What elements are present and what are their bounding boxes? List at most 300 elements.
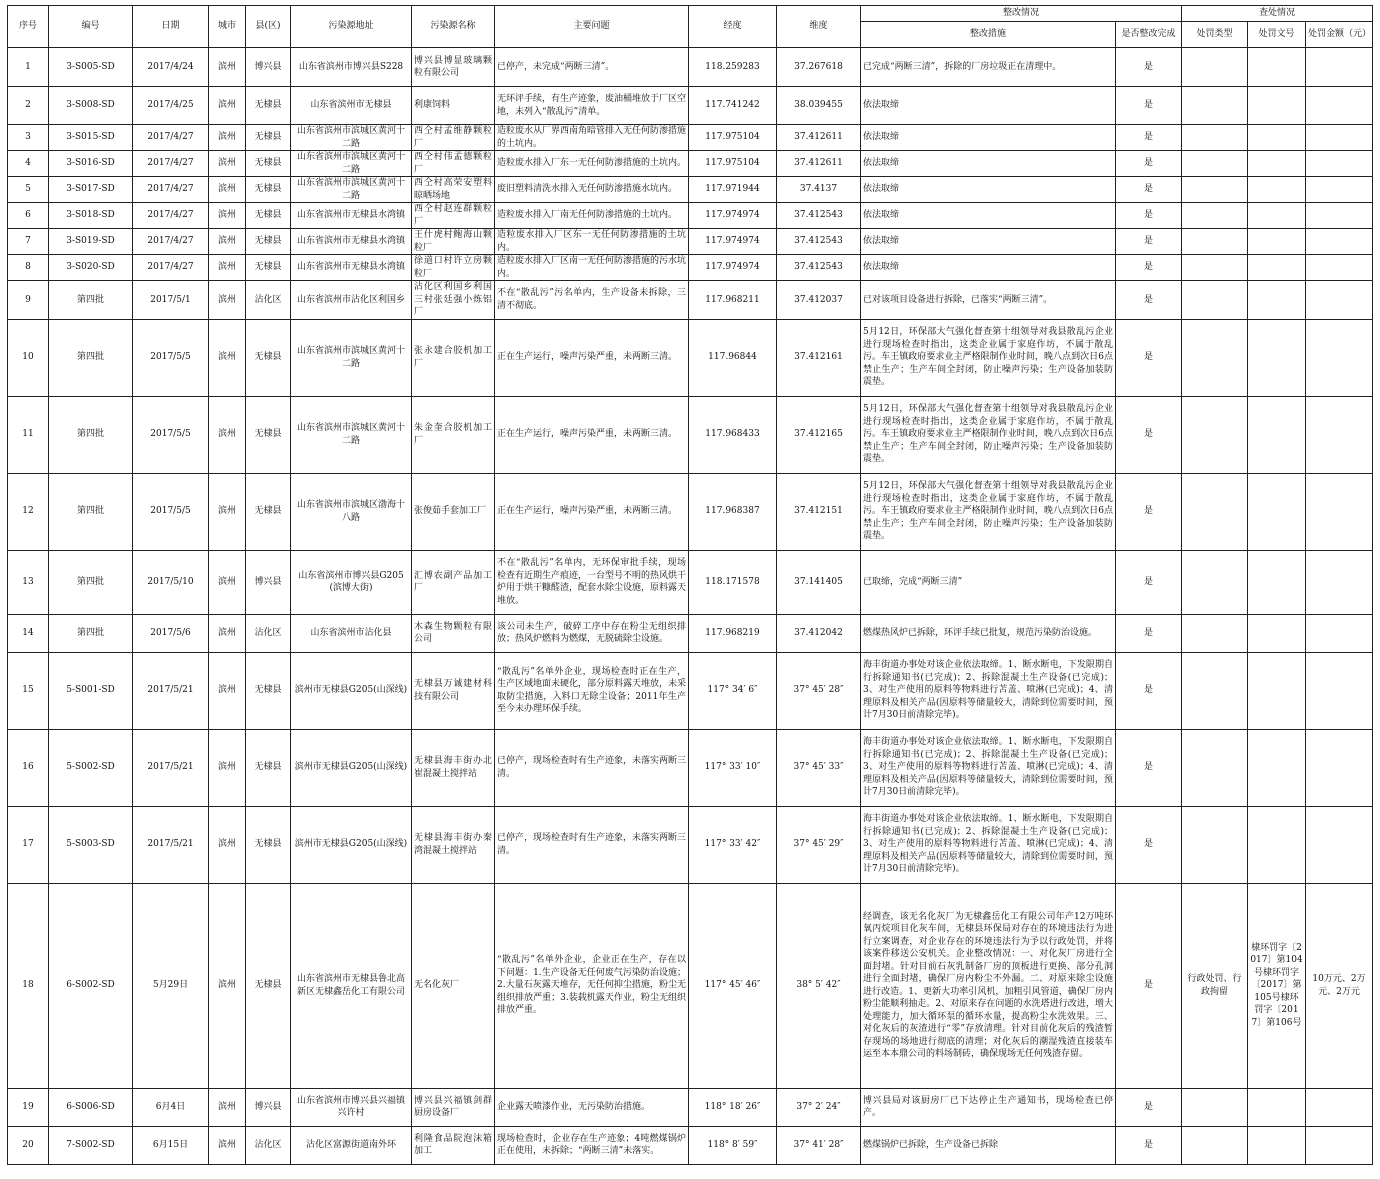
cell-city: 滨州 <box>209 125 246 151</box>
cell-punish-type <box>1182 48 1248 87</box>
cell-problem: 已停产，现场检查时有生产迹象，未落实两断三清。 <box>495 729 689 806</box>
table-row <box>8 87 1373 125</box>
cell-date: 2017/4/27 <box>133 203 209 229</box>
cell-name: 利康饲料 <box>412 87 495 125</box>
cell-seq: 13 <box>8 550 49 614</box>
cell-address: 山东省滨州市无棣县鲁北高新区无棣鑫岳化工有限公司 <box>291 883 412 1088</box>
cell-punish-doc <box>1248 319 1306 396</box>
cell-done: 是 <box>1116 229 1182 255</box>
cell-code: 7-S002-SD <box>49 1126 133 1164</box>
cell-name: 西仝村伟孟德颗粒厂 <box>412 151 495 177</box>
table-row <box>8 151 1373 177</box>
cell-date: 6月15日 <box>133 1126 209 1164</box>
cell-punish-type <box>1182 1088 1248 1126</box>
cell-city: 滨州 <box>209 255 246 281</box>
cell-city: 滨州 <box>209 1088 246 1126</box>
cell-address: 山东省滨州市博兴县兴福镇兴许村 <box>291 1088 412 1126</box>
cell-punish-type <box>1182 729 1248 806</box>
cell-name: 西仝村孟维静颗粒厂 <box>412 125 495 151</box>
cell-date: 2017/4/25 <box>133 87 209 125</box>
cell-measures: 依法取缔 <box>861 151 1116 177</box>
cell-date: 2017/5/5 <box>133 473 209 550</box>
cell-punish-doc <box>1248 203 1306 229</box>
cell-date: 2017/4/27 <box>133 177 209 203</box>
table-body <box>8 48 1373 1165</box>
cell-punish-amount <box>1306 652 1373 729</box>
cell-measures: 海丰街道办事处对该企业依法取缔。1、断水断电，下发限期自行拆除通知书(已完成)；2、拆除混凝土生产设备(已完成)；3、对生产使用的原料等物料进行苫盖、喷淋(已完成)；4、清理原料及相关产品(因原料等储量较大，清除到位需要时间，预计7月30日前清除完毕)。 <box>861 806 1116 883</box>
cell-name: 木森生物颗粒有限公司 <box>412 614 495 652</box>
cell-address: 沾化区富源街道南外环 <box>291 1126 412 1164</box>
cell-city: 滨州 <box>209 48 246 87</box>
cell-longitude: 117° 34′ 6″ <box>689 652 777 729</box>
cell-city: 滨州 <box>209 652 246 729</box>
cell-longitude: 117.741242 <box>689 87 777 125</box>
cell-punish-amount <box>1306 203 1373 229</box>
cell-measures: 依法取缔 <box>861 255 1116 281</box>
cell-punish-type <box>1182 281 1248 320</box>
cell-city: 滨州 <box>209 151 246 177</box>
cell-longitude: 117.975104 <box>689 125 777 151</box>
cell-date: 2017/5/21 <box>133 652 209 729</box>
cell-problem: 现场检查时，企业存在生产迹象；4吨燃煤锅炉正在使用，未拆除；“两断三清”未落实。 <box>495 1126 689 1164</box>
cell-county: 无棣县 <box>246 151 291 177</box>
cell-problem: 造粒废水排入厂南无任何防渗措施的土坑内。 <box>495 203 689 229</box>
cell-seq: 11 <box>8 396 49 473</box>
cell-seq: 12 <box>8 473 49 550</box>
table-row <box>8 729 1373 806</box>
cell-longitude: 117.974974 <box>689 203 777 229</box>
cell-name: 博兴县兴福镇剑群厨房设备厂 <box>412 1088 495 1126</box>
cell-longitude: 117° 45′ 46″ <box>689 883 777 1088</box>
cell-latitude: 37° 45′ 33″ <box>777 729 861 806</box>
cell-county: 博兴县 <box>246 1088 291 1126</box>
cell-latitude: 37° 45′ 29″ <box>777 806 861 883</box>
cell-city: 滨州 <box>209 1126 246 1164</box>
header-name: 污染源名称 <box>412 6 495 48</box>
cell-address: 山东省滨州市滨城区黄河十二路 <box>291 151 412 177</box>
cell-latitude: 37.141405 <box>777 550 861 614</box>
table-row <box>8 396 1373 473</box>
cell-punish-amount: 10万元、2万元、2万元 <box>1306 883 1373 1088</box>
cell-problem: 不在“散乱污”名单内，无环保审批手续，现场检查有近期生产痕迹，一台型号不明的热风烘干炉用于烘干糠醛渣，配套水除尘设施，原料露天堆放。 <box>495 550 689 614</box>
cell-punish-type <box>1182 652 1248 729</box>
cell-measures: 燃煤锅炉已拆除，生产设备已拆除 <box>861 1126 1116 1164</box>
cell-code: 3-S018-SD <box>49 203 133 229</box>
cell-punish-doc <box>1248 550 1306 614</box>
table-row <box>8 48 1373 87</box>
cell-punish-amount <box>1306 550 1373 614</box>
cell-address: 滨州市无棣县G205(山深线) <box>291 806 412 883</box>
cell-seq: 10 <box>8 319 49 396</box>
cell-punish-amount <box>1306 281 1373 320</box>
cell-seq: 7 <box>8 229 49 255</box>
cell-city: 滨州 <box>209 203 246 229</box>
table-row <box>8 806 1373 883</box>
header-measures: 整改措施 <box>861 22 1116 48</box>
cell-seq: 3 <box>8 125 49 151</box>
table-row <box>8 883 1373 1088</box>
cell-problem: 该公司未生产，破碎工序中存在粉尘无组织排放；热风炉燃料为燃煤，无脱硫除尘设施。 <box>495 614 689 652</box>
table-row <box>8 177 1373 203</box>
cell-punish-amount <box>1306 1126 1373 1164</box>
cell-name: 无棣县海丰街办北崔混凝土搅拌站 <box>412 729 495 806</box>
table-row <box>8 1126 1373 1164</box>
cell-latitude: 37.412165 <box>777 396 861 473</box>
header-county: 县(区) <box>246 6 291 48</box>
cell-punish-type <box>1182 473 1248 550</box>
cell-address: 山东省滨州市滨城区黄河十二路 <box>291 396 412 473</box>
cell-punish-doc <box>1248 729 1306 806</box>
cell-address: 山东省滨州市无棣县 <box>291 87 412 125</box>
cell-county: 无棣县 <box>246 883 291 1088</box>
cell-date: 2017/5/10 <box>133 550 209 614</box>
cell-city: 滨州 <box>209 883 246 1088</box>
cell-punish-amount <box>1306 729 1373 806</box>
cell-code: 3-S019-SD <box>49 229 133 255</box>
cell-date: 2017/5/21 <box>133 729 209 806</box>
cell-latitude: 38.039455 <box>777 87 861 125</box>
cell-latitude: 37.4137 <box>777 177 861 203</box>
cell-punish-doc <box>1248 281 1306 320</box>
cell-county: 无棣县 <box>246 177 291 203</box>
cell-latitude: 37.412611 <box>777 125 861 151</box>
cell-problem: 造粒废水排入厂区东一无任何防渗措施的土坑内。 <box>495 229 689 255</box>
cell-longitude: 117.974974 <box>689 229 777 255</box>
cell-longitude: 117° 33′ 42″ <box>689 806 777 883</box>
cell-longitude: 117.968433 <box>689 396 777 473</box>
cell-county: 无棣县 <box>246 255 291 281</box>
cell-seq: 5 <box>8 177 49 203</box>
cell-problem: 已停产，未完成“两断三清”。 <box>495 48 689 87</box>
cell-punish-amount <box>1306 177 1373 203</box>
cell-measures: 依法取缔 <box>861 125 1116 151</box>
table-row <box>8 1088 1373 1126</box>
cell-code: 5-S001-SD <box>49 652 133 729</box>
cell-problem: 企业露天喷漆作业，无污染防治措施。 <box>495 1088 689 1126</box>
cell-done: 是 <box>1116 729 1182 806</box>
cell-city: 滨州 <box>209 281 246 320</box>
cell-done: 是 <box>1116 319 1182 396</box>
cell-county: 无棣县 <box>246 229 291 255</box>
cell-county: 沾化区 <box>246 614 291 652</box>
cell-name: 汇博农副产品加工厂 <box>412 550 495 614</box>
cell-code: 第四批 <box>49 319 133 396</box>
cell-county: 无棣县 <box>246 319 291 396</box>
cell-seq: 9 <box>8 281 49 320</box>
cell-latitude: 37.412543 <box>777 203 861 229</box>
cell-measures: 依法取缔 <box>861 203 1116 229</box>
cell-done: 是 <box>1116 48 1182 87</box>
cell-measures: 海丰街道办事处对该企业依法取缔。1、断水断电，下发限期自行拆除通知书(已完成)；2、拆除混凝土生产设备(已完成)；3、对生产使用的原料等物料进行苫盖、喷淋(已完成)；4、清理原料及相关产品(因原料等储量较大，清除到位需要时间，预计7月30日前清除完毕)。 <box>861 729 1116 806</box>
cell-punish-doc <box>1248 177 1306 203</box>
cell-seq: 19 <box>8 1088 49 1126</box>
table-row <box>8 255 1373 281</box>
cell-longitude: 117° 33′ 10″ <box>689 729 777 806</box>
cell-punish-doc: 棣环罚字〔2017〕第104号棣环罚字〔2017〕第105号棣环罚字〔2017〕第106号 <box>1248 883 1306 1088</box>
cell-punish-amount <box>1306 806 1373 883</box>
cell-date: 2017/5/21 <box>133 806 209 883</box>
cell-punish-amount <box>1306 255 1373 281</box>
cell-punish-doc <box>1248 1088 1306 1126</box>
table-row <box>8 473 1373 550</box>
cell-code: 第四批 <box>49 473 133 550</box>
table-row <box>8 229 1373 255</box>
cell-punish-type <box>1182 177 1248 203</box>
cell-problem: 不在“散乱污”污名单内，生产设备未拆除，三清不彻底。 <box>495 281 689 320</box>
cell-longitude: 117.975104 <box>689 151 777 177</box>
cell-date: 2017/4/27 <box>133 229 209 255</box>
cell-code: 第四批 <box>49 614 133 652</box>
cell-latitude: 37° 2′ 24″ <box>777 1088 861 1126</box>
header-longitude: 经度 <box>689 6 777 48</box>
cell-longitude: 117.968387 <box>689 473 777 550</box>
cell-problem: 造粒废水排入厂东一无任何防渗措施的土坑内。 <box>495 151 689 177</box>
cell-code: 6-S006-SD <box>49 1088 133 1126</box>
table-row <box>8 652 1373 729</box>
header-punish-type: 处罚类型 <box>1182 22 1248 48</box>
cell-county: 无棣县 <box>246 203 291 229</box>
cell-longitude: 118° 18′ 26″ <box>689 1088 777 1126</box>
cell-address: 山东省滨州市滨城区黄河十二路 <box>291 319 412 396</box>
header-problem: 主要问题 <box>495 6 689 48</box>
cell-done: 是 <box>1116 1126 1182 1164</box>
cell-punish-doc <box>1248 255 1306 281</box>
cell-address: 山东省滨州市沾化县 <box>291 614 412 652</box>
cell-measures: 5月12日，环保部大气强化督查第十组领导对我县散乱污企业进行现场检查时指出，这类企业属于家庭作坊，不属于散乱污。车王镇政府要求业主严格限制作业时间，晚八点到次日6点禁止生产；生产车间全封闭，防止噪声污染；生产设备加装防震垫。 <box>861 473 1116 550</box>
cell-name: 无名化灰厂 <box>412 883 495 1088</box>
cell-code: 5-S003-SD <box>49 806 133 883</box>
cell-done: 是 <box>1116 151 1182 177</box>
cell-address: 山东省滨州市滨城区黄河十二路 <box>291 177 412 203</box>
cell-date: 2017/5/5 <box>133 319 209 396</box>
cell-done: 是 <box>1116 281 1182 320</box>
cell-date: 6月4日 <box>133 1088 209 1126</box>
cell-longitude: 118° 8′ 59″ <box>689 1126 777 1164</box>
cell-measures: 已对该项目设备进行拆除，已落实“两断三清”。 <box>861 281 1116 320</box>
cell-address: 山东省滨州市无棣县水湾镇 <box>291 203 412 229</box>
cell-measures: 5月12日，环保部大气强化督查第十组领导对我县散乱污企业进行现场检查时指出，这类企业属于家庭作坊，不属于散乱污。车王镇政府要求业主严格限制作业时间，晚八点到次日6点禁止生产；生产车间全封闭，防止噪声污染；生产设备加装防震垫。 <box>861 396 1116 473</box>
cell-measures: 依法取缔 <box>861 87 1116 125</box>
cell-city: 滨州 <box>209 229 246 255</box>
cell-punish-type <box>1182 550 1248 614</box>
header-punish-doc: 处罚文号 <box>1248 22 1306 48</box>
header-address: 污染源地址 <box>291 6 412 48</box>
cell-date: 2017/4/27 <box>133 125 209 151</box>
cell-done: 是 <box>1116 473 1182 550</box>
cell-punish-doc <box>1248 125 1306 151</box>
cell-name: 利隆食品院泡沫箱加工 <box>412 1126 495 1164</box>
cell-measures: 已取缔，完成“两断三清” <box>861 550 1116 614</box>
cell-punish-amount <box>1306 48 1373 87</box>
cell-latitude: 38° 5′ 42″ <box>777 883 861 1088</box>
cell-punish-type <box>1182 319 1248 396</box>
cell-done: 是 <box>1116 396 1182 473</box>
cell-punish-type <box>1182 396 1248 473</box>
cell-measures: 经调查，该无名化灰厂为无棣鑫岳化工有限公司年产12万吨环氧丙烷项目化灰车间，无棣县环保局对存在的环境违法行为进行立案调查，对企业存在的环境违法行为予以行政处罚，并将该案件移送公安机关。企业整改情况：一、对化灰厂房进行全面封堵。针对目前石灰乳制备厂房的顶板进行更换、部分孔洞进行全面封堵，确保厂房内粉尘不外漏。二、对原来除尘设施进行改造。1、更新大功率引风机，加粗引风管道，确保厂房内粉尘能顺利抽走。2、对原来存在问题的水洗塔进行改进，增大处理能力，加大循环泵的循环水量，提高粉尘水洗效果。三、对化灰后的灰渣进行“零”存放清理。针对目前化灰后的残渣暂存现场的场地进行彻底的清理；对化灰后的潮湿残渣直接装车运至本本鼎公司的料场制砖，确保现场无任何残渣存留。 <box>861 883 1116 1088</box>
cell-date: 2017/5/1 <box>133 281 209 320</box>
cell-address: 山东省滨州市无棣县水湾镇 <box>291 255 412 281</box>
cell-punish-doc <box>1248 396 1306 473</box>
cell-name: 沾化区利国乡利国三村张廷强小炼铝厂 <box>412 281 495 320</box>
table-row <box>8 203 1373 229</box>
cell-punish-doc <box>1248 48 1306 87</box>
cell-punish-amount <box>1306 151 1373 177</box>
cell-problem: 造粒废水从厂界西南角暗管排入无任何防渗措施的土坑内。 <box>495 125 689 151</box>
cell-punish-doc <box>1248 87 1306 125</box>
cell-punish-amount <box>1306 614 1373 652</box>
cell-done: 是 <box>1116 125 1182 151</box>
cell-measures: 依法取缔 <box>861 177 1116 203</box>
cell-address: 滨州市无棣县G205(山深线) <box>291 729 412 806</box>
cell-punish-amount <box>1306 229 1373 255</box>
cell-latitude: 37.412161 <box>777 319 861 396</box>
cell-seq: 20 <box>8 1126 49 1164</box>
header-punish-group: 查处情况 <box>1182 6 1373 22</box>
cell-address: 滨州市无棣县G205(山深线) <box>291 652 412 729</box>
cell-punish-amount <box>1306 87 1373 125</box>
cell-punish-type <box>1182 806 1248 883</box>
cell-punish-type <box>1182 1126 1248 1164</box>
cell-code: 第四批 <box>49 281 133 320</box>
cell-seq: 16 <box>8 729 49 806</box>
cell-measures: 依法取缔 <box>861 229 1116 255</box>
cell-code: 6-S002-SD <box>49 883 133 1088</box>
cell-county: 无棣县 <box>246 396 291 473</box>
header-seq: 序号 <box>8 6 49 48</box>
cell-county: 博兴县 <box>246 48 291 87</box>
header-punish-amount: 处罚金额（元） <box>1306 22 1373 48</box>
cell-punish-type <box>1182 125 1248 151</box>
cell-done: 是 <box>1116 614 1182 652</box>
cell-punish-type <box>1182 203 1248 229</box>
cell-city: 滨州 <box>209 729 246 806</box>
header-rectify-group: 整改情况 <box>861 6 1182 22</box>
cell-address: 山东省滨州市博兴县S228 <box>291 48 412 87</box>
cell-punish-amount <box>1306 319 1373 396</box>
cell-latitude: 37.412151 <box>777 473 861 550</box>
cell-city: 滨州 <box>209 806 246 883</box>
cell-seq: 4 <box>8 151 49 177</box>
cell-code: 3-S020-SD <box>49 255 133 281</box>
cell-county: 沾化区 <box>246 281 291 320</box>
cell-problem: 无环评手续，有生产迹象，废油桶堆放于厂区空地，未列入“散乱污”清单。 <box>495 87 689 125</box>
cell-punish-amount <box>1306 1088 1373 1126</box>
cell-city: 滨州 <box>209 614 246 652</box>
cell-county: 博兴县 <box>246 550 291 614</box>
cell-longitude: 117.968211 <box>689 281 777 320</box>
cell-problem: 正在生产运行，噪声污染严重，未两断三清。 <box>495 396 689 473</box>
cell-problem: “散乱污”名单外企业，现场检查时正在生产，生产区域地面未硬化，部分原料露天堆放，未采取防尘措施，入料口无除尘设备；2011年生产至今未办理环保手续。 <box>495 652 689 729</box>
cell-longitude: 117.974974 <box>689 255 777 281</box>
cell-address: 山东省滨州市滨城区渤海十八路 <box>291 473 412 550</box>
cell-code: 3-S008-SD <box>49 87 133 125</box>
header-date: 日期 <box>133 6 209 48</box>
cell-punish-doc <box>1248 229 1306 255</box>
cell-punish-type <box>1182 255 1248 281</box>
cell-longitude: 117.96844 <box>689 319 777 396</box>
cell-city: 滨州 <box>209 473 246 550</box>
cell-punish-type <box>1182 87 1248 125</box>
cell-problem: 造粒废水排入厂区南一无任何防渗措施的污水坑内。 <box>495 255 689 281</box>
cell-date: 5月29日 <box>133 883 209 1088</box>
cell-punish-type <box>1182 614 1248 652</box>
cell-county: 沾化区 <box>246 1126 291 1164</box>
table-row <box>8 614 1373 652</box>
cell-address: 山东省滨州市无棣县水湾镇 <box>291 229 412 255</box>
cell-problem: 正在生产运行，噪声污染严重，未两断三清。 <box>495 473 689 550</box>
cell-seq: 14 <box>8 614 49 652</box>
cell-measures: 燃煤热风炉已拆除，环评手续已批复，规范污染防治设施。 <box>861 614 1116 652</box>
cell-done: 是 <box>1116 87 1182 125</box>
cell-problem: 正在生产运行，噪声污染严重，未两断三清。 <box>495 319 689 396</box>
cell-latitude: 37° 45′ 28″ <box>777 652 861 729</box>
cell-date: 2017/4/27 <box>133 255 209 281</box>
cell-problem: “散乱污”名单外企业，企业正在生产，存在以下问题：1.生产设备无任何废气污染防治设施；2.大量石灰露天堆存，无任何抑尘措施，粉尘无组织排放严重；3.装载机露天作业，粉尘无组织排放严重。 <box>495 883 689 1088</box>
cell-done: 是 <box>1116 883 1182 1088</box>
cell-punish-doc <box>1248 614 1306 652</box>
cell-address: 山东省滨州市沾化区利国乡 <box>291 281 412 320</box>
cell-city: 滨州 <box>209 550 246 614</box>
cell-latitude: 37.412042 <box>777 614 861 652</box>
cell-seq: 2 <box>8 87 49 125</box>
cell-punish-doc <box>1248 652 1306 729</box>
cell-measures: 已完成“两断三清”，拆除的厂房垃圾正在清理中。 <box>861 48 1116 87</box>
cell-county: 无棣县 <box>246 125 291 151</box>
cell-city: 滨州 <box>209 177 246 203</box>
cell-address: 山东省滨州市博兴县G205(滨博大街) <box>291 550 412 614</box>
cell-latitude: 37.412611 <box>777 151 861 177</box>
cell-name: 无棣县万诚建材科技有限公司 <box>412 652 495 729</box>
cell-code: 3-S017-SD <box>49 177 133 203</box>
cell-problem: 废旧塑料清洗水排入无任何防渗措施水坑内。 <box>495 177 689 203</box>
cell-name: 西仝村高荣安塑料晾晒场地 <box>412 177 495 203</box>
cell-done: 是 <box>1116 806 1182 883</box>
cell-county: 无棣县 <box>246 729 291 806</box>
cell-latitude: 37° 41′ 28″ <box>777 1126 861 1164</box>
cell-city: 滨州 <box>209 319 246 396</box>
cell-name: 王什虎村鲍海山颗粒厂 <box>412 229 495 255</box>
cell-county: 无棣县 <box>246 87 291 125</box>
header-latitude: 维度 <box>777 6 861 48</box>
table-row <box>8 125 1373 151</box>
cell-seq: 6 <box>8 203 49 229</box>
cell-name: 博兴县博显玻璃颗粒有限公司 <box>412 48 495 87</box>
table-row <box>8 281 1373 320</box>
cell-done: 是 <box>1116 550 1182 614</box>
cell-problem: 已停产，现场检查时有生产迹象，未落实两断三清。 <box>495 806 689 883</box>
cell-punish-doc <box>1248 473 1306 550</box>
cell-code: 第四批 <box>49 396 133 473</box>
cell-longitude: 118.259283 <box>689 48 777 87</box>
cell-city: 滨州 <box>209 396 246 473</box>
cell-seq: 1 <box>8 48 49 87</box>
cell-latitude: 37.267618 <box>777 48 861 87</box>
cell-name: 张俊茹手套加工厂 <box>412 473 495 550</box>
cell-latitude: 37.412543 <box>777 229 861 255</box>
cell-latitude: 37.412037 <box>777 281 861 320</box>
cell-seq: 8 <box>8 255 49 281</box>
cell-date: 2017/5/5 <box>133 396 209 473</box>
cell-seq: 15 <box>8 652 49 729</box>
cell-punish-doc <box>1248 806 1306 883</box>
cell-measures: 5月12日，环保部大气强化督查第十组领导对我县散乱污企业进行现场检查时指出，这类企业属于家庭作坊，不属于散乱污。车王镇政府要求业主严格限制作业时间，晚八点到次日6点禁止生产；生产车间全封闭，防止噪声污染；生产设备加装防震垫。 <box>861 319 1116 396</box>
cell-done: 是 <box>1116 177 1182 203</box>
cell-punish-amount <box>1306 473 1373 550</box>
cell-name: 无棣县海丰街办秦湾混凝土搅拌站 <box>412 806 495 883</box>
cell-name: 徐道口村许立房颗粒厂 <box>412 255 495 281</box>
cell-code: 3-S005-SD <box>49 48 133 87</box>
table-row <box>8 550 1373 614</box>
